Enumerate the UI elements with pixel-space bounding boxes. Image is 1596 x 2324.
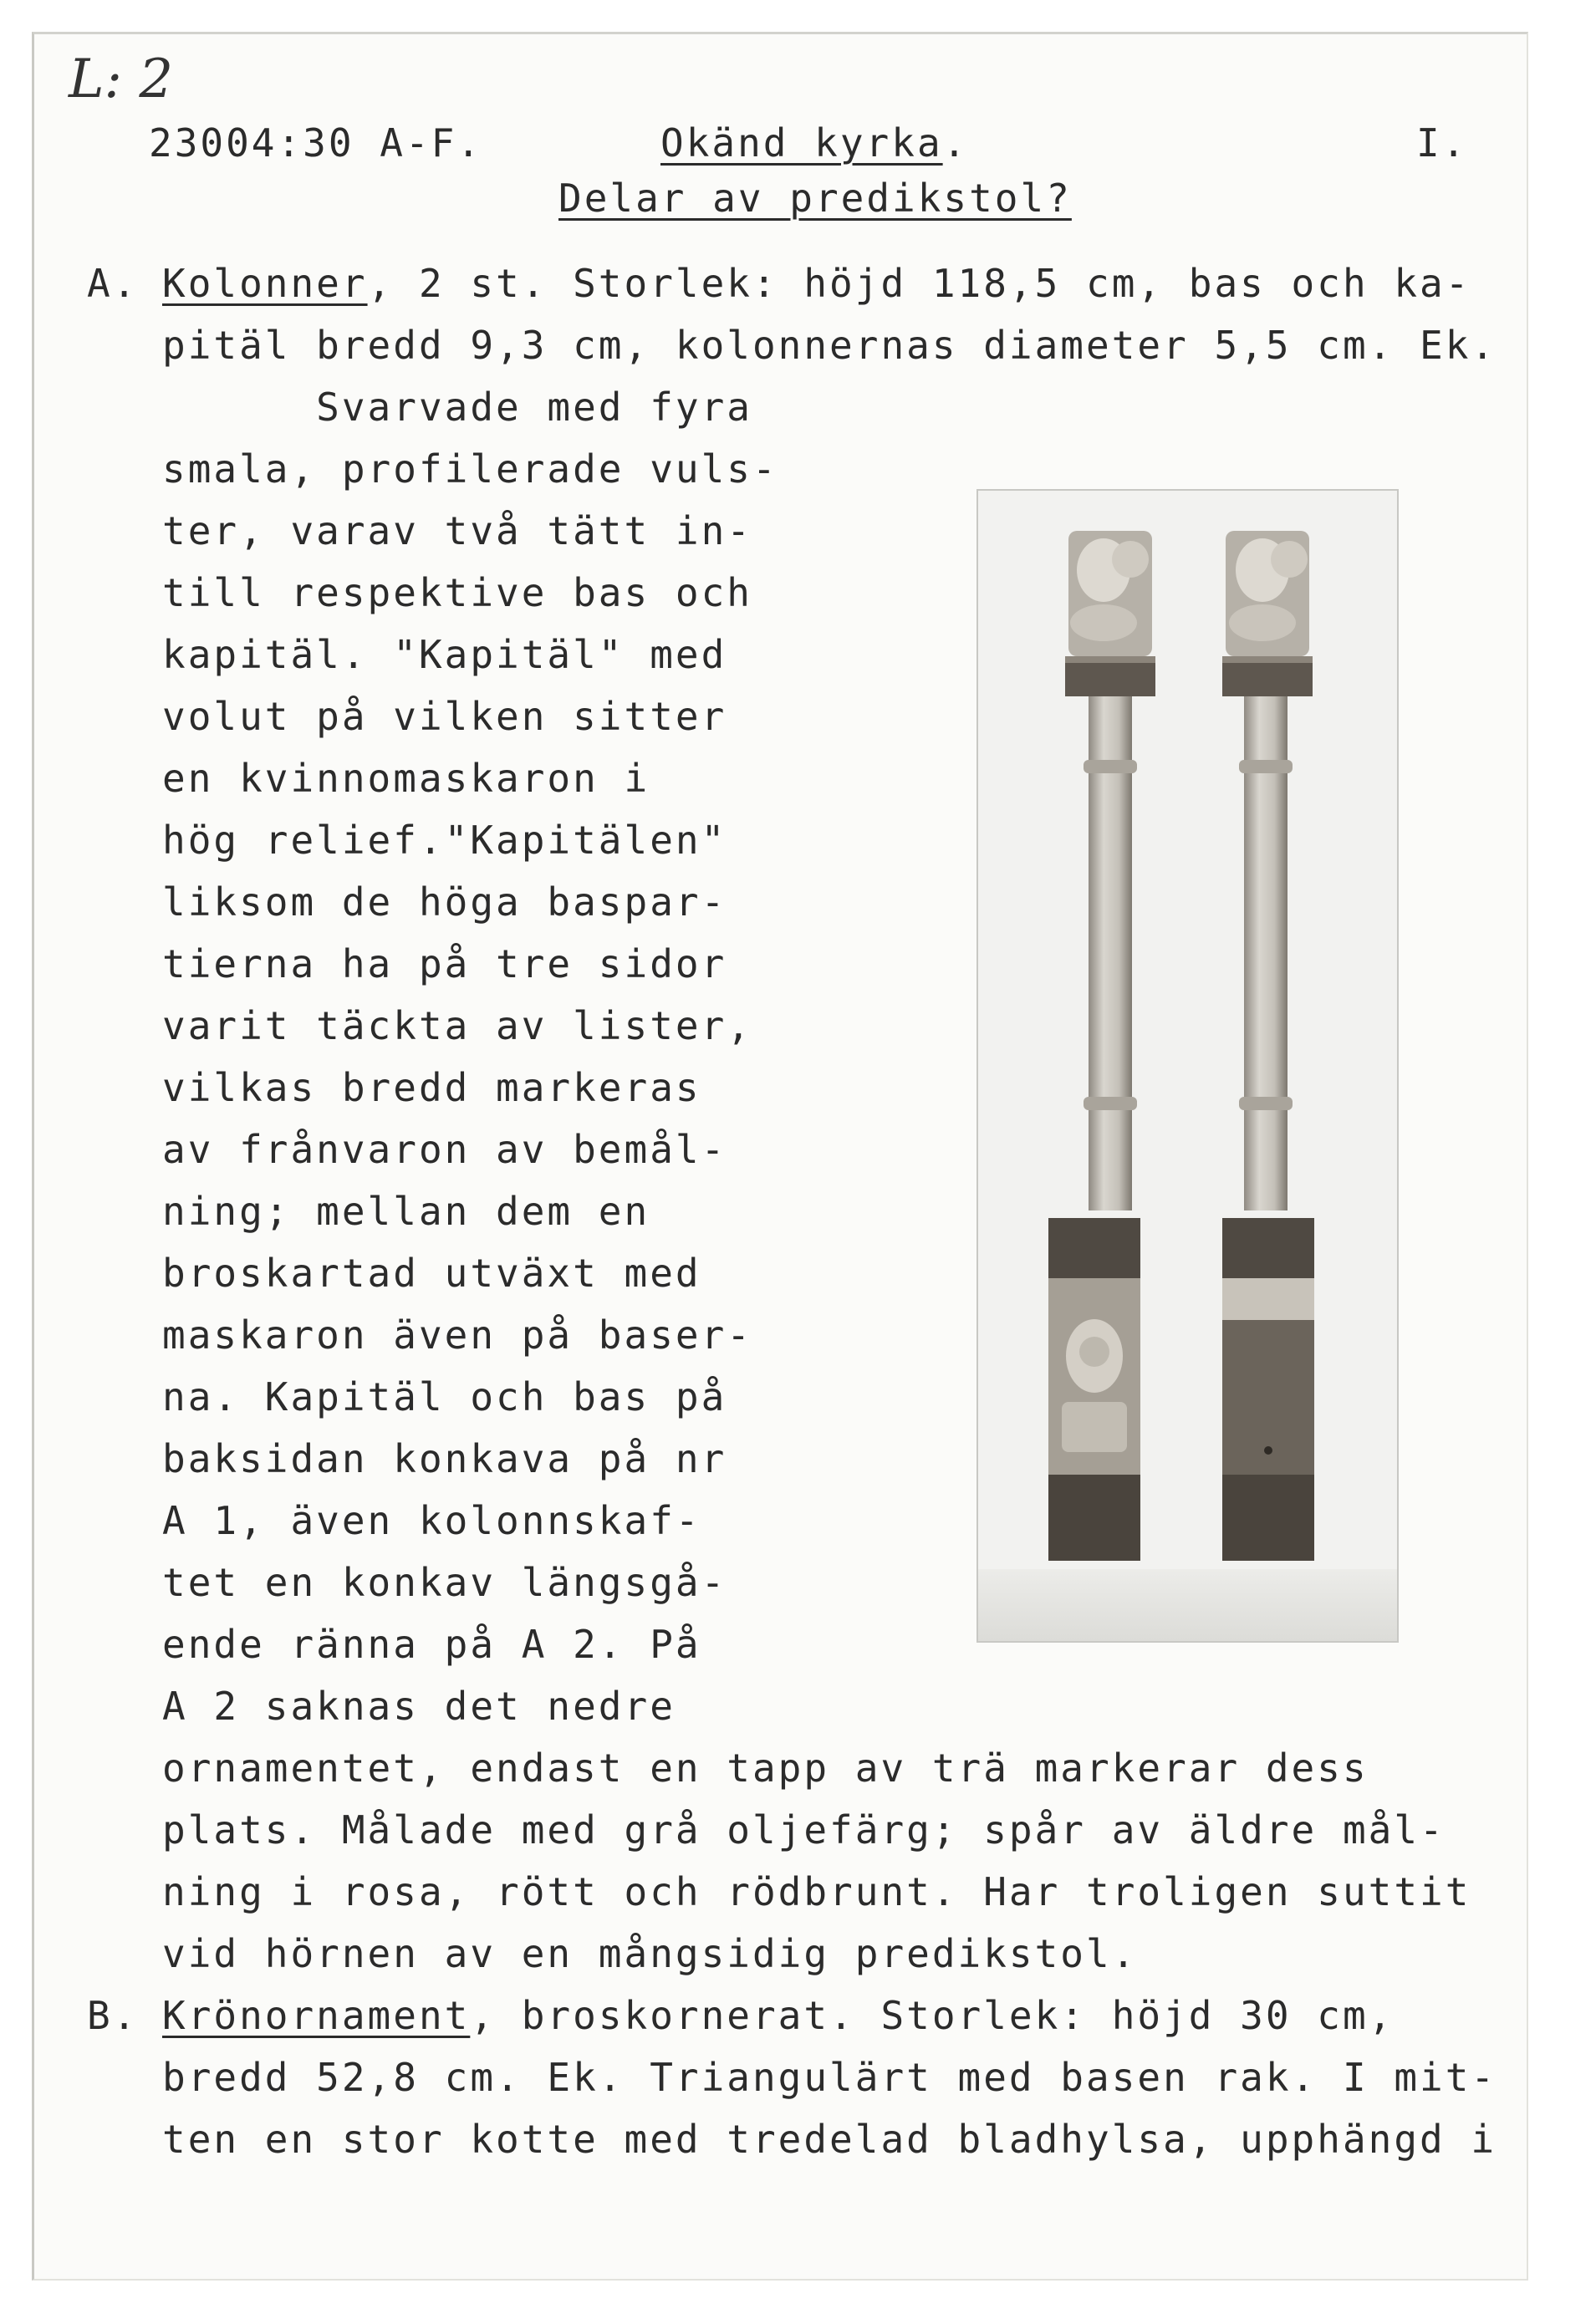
section-a-line: pitäl bredd 9,3 cm, kolonnernas diameter 5,5 cm. Ek. [162, 323, 1497, 368]
section-a-line: plats. Målade med grå oljefärg; spår av äldre mål- [162, 1807, 1446, 1853]
section-a-line: broskartad utväxt med [162, 1251, 701, 1296]
section-a-line: A 2 saknas det nedre [162, 1684, 676, 1729]
columns-illustration [978, 491, 1397, 1641]
handwritten-mark: L: 2 [69, 48, 174, 110]
section-a-line: liksom de höga baspar- [162, 879, 727, 925]
section-a-line: tet en konkav längsgå- [162, 1560, 727, 1605]
right-column [1222, 531, 1314, 1561]
section-a-line: maskaron även på baser- [162, 1312, 752, 1358]
section-a-line: tierna ha på tre sidor [162, 941, 727, 986]
section-a-line: na. Kapitäl och bas på [162, 1374, 727, 1419]
section-a-line: ning; mellan dem en [162, 1189, 650, 1234]
section-b-line: bredd 52,8 cm. Ek. Triangulärt med basen rak. I mit- [162, 2055, 1497, 2100]
church-name: Okänd kyrka [660, 120, 943, 166]
section-a-line: varit täckta av lister, [162, 1003, 752, 1048]
section-a-line: en kvinnomaskaron i [162, 756, 650, 801]
section-a-line: ende ränna på A 2. På [162, 1622, 701, 1667]
section-b-line-1 [162, 1985, 1394, 2046]
church-title [660, 112, 968, 174]
section-a-letter: A. [87, 261, 139, 306]
section-a-line: till respektive bas och [162, 570, 752, 615]
section-a-line-1 [162, 252, 1471, 314]
section-a-line: smala, profilerade vuls- [162, 446, 778, 492]
section-a-line: Svarvade med fyra [162, 385, 752, 430]
section-a-line: vilkas bredd markeras [162, 1065, 701, 1110]
page-number: I. [1416, 120, 1468, 166]
section-a-line: hög relief."Kapitälen" [162, 818, 727, 863]
section-a-line: vid hörnen av en mångsidig predikstol. [162, 1931, 1138, 1976]
church-period: . [942, 120, 969, 166]
column-photograph [976, 489, 1399, 1643]
section-a-line: A 1, även kolonnskaf- [162, 1498, 701, 1543]
section-a-line: volut på vilken sitter [162, 694, 727, 739]
section-b-line-1-text: , broskornerat. Storlek: höjd 30 cm, [470, 1993, 1395, 2038]
section-a-line: baksidan konkava på nr [162, 1436, 727, 1481]
section-b-heading: Krönornament [162, 1993, 471, 2038]
section-a-heading: Kolonner [162, 261, 368, 306]
section-a-line: ning i rosa, rött och rödbrunt. Har troligen suttit [162, 1869, 1471, 1914]
section-b-line: ten en stor kotte med tredelad bladhylsa, upphängd i [162, 2117, 1497, 2162]
left-column [1048, 531, 1155, 1561]
section-b-letter: B. [87, 1993, 139, 2038]
catalog-number: 23004:30 A-F. [149, 120, 483, 166]
section-a-line: av frånvaron av bemål- [162, 1127, 727, 1172]
section-a-line: kapitäl. "Kapitäl" med [162, 632, 727, 677]
section-a-line-1-text: , 2 st. Storlek: höjd 118,5 cm, bas och ka- [367, 261, 1471, 306]
subtitle: Delar av predikstol? [558, 176, 1072, 221]
section-a-line: ter, varav två tätt in- [162, 508, 752, 553]
section-a-line: ornamentet, endast en tapp av trä markerar dess [162, 1746, 1369, 1791]
